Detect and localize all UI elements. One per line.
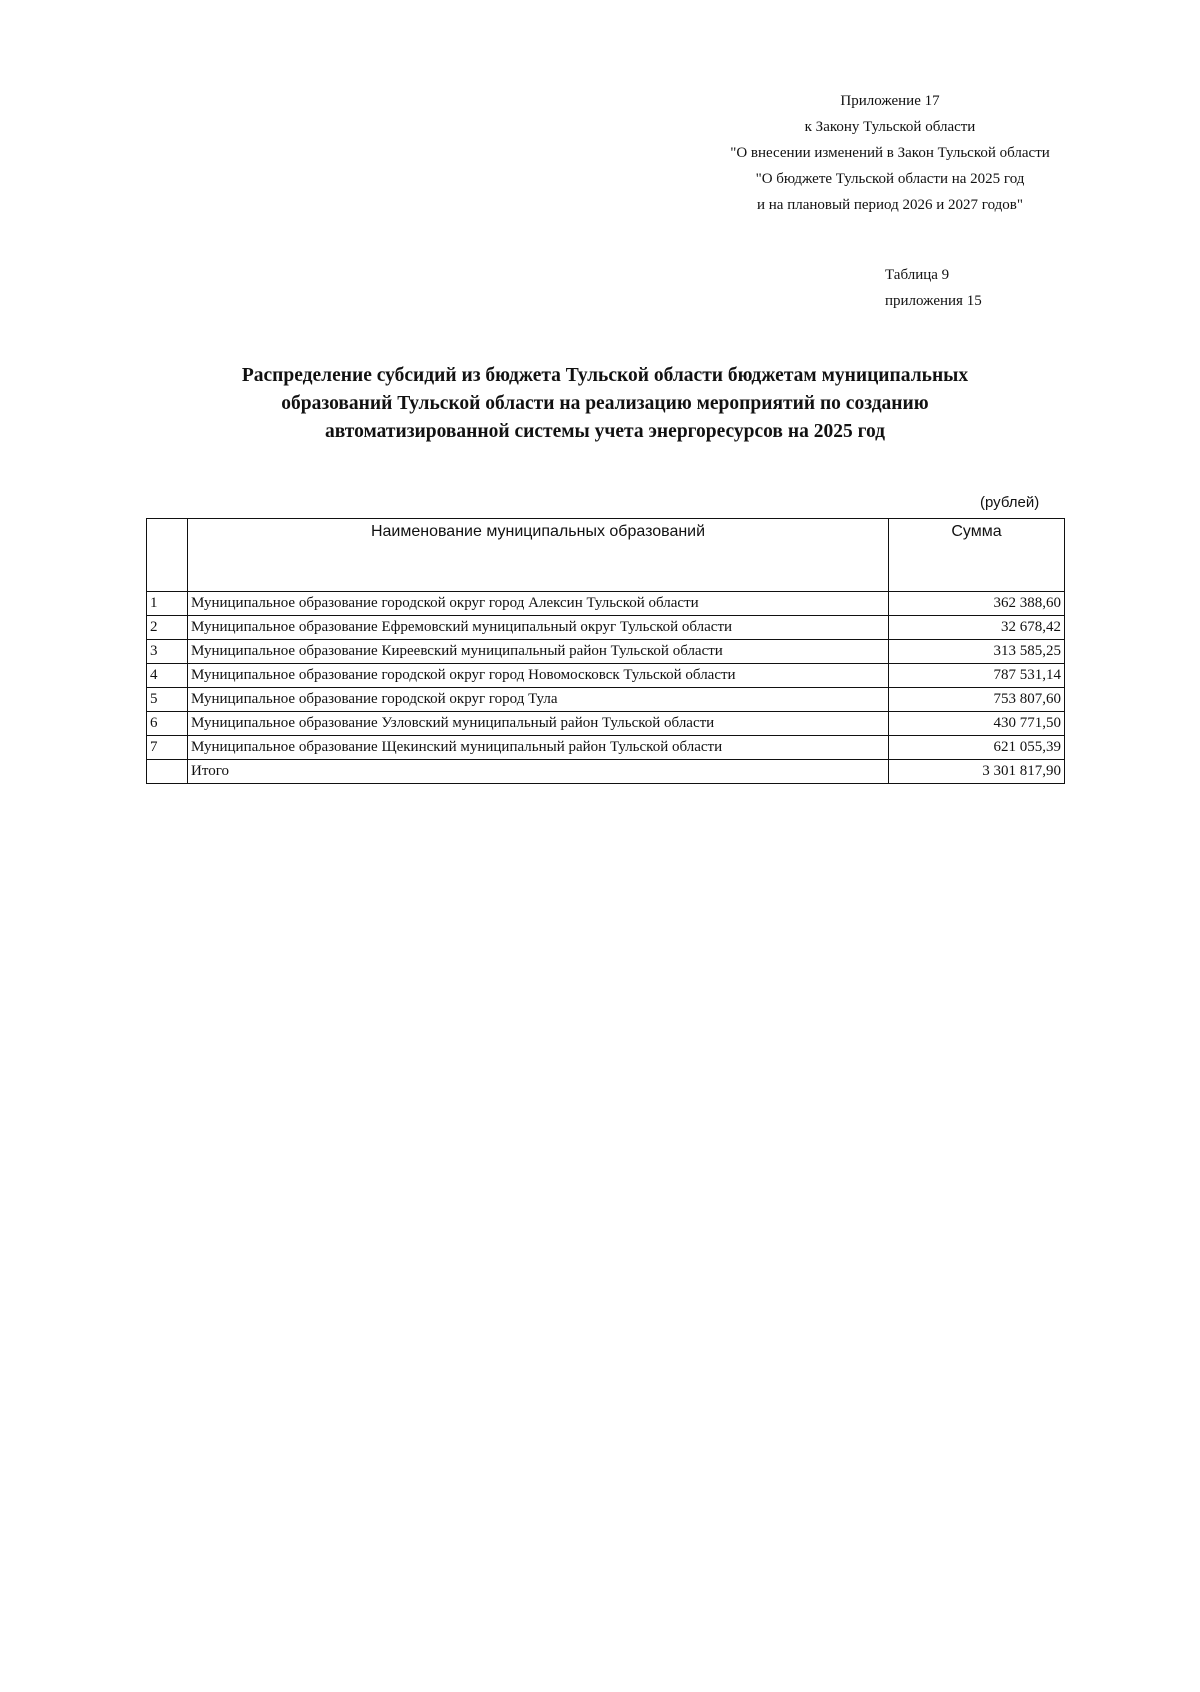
subsidy-amount: 621 055,39 — [889, 736, 1065, 760]
municipality-name: Муниципальное образование Ефремовский муниципальный округ Тульской области — [188, 616, 889, 640]
subsidy-amount: 32 678,42 — [889, 616, 1065, 640]
table-row — [147, 736, 1065, 760]
municipality-name: Муниципальное образование городской округ город Алексин Тульской области — [188, 592, 889, 616]
row-number: 1 — [147, 592, 188, 616]
row-number: 2 — [147, 616, 188, 640]
law-reference: к Закону Тульской области — [804, 119, 976, 135]
table-row — [147, 664, 1065, 688]
law-title-line-2: "О бюджете Тульской области на 2025 год — [755, 171, 1025, 187]
table-row — [147, 640, 1065, 664]
row-number: 6 — [147, 712, 188, 736]
table-row — [147, 592, 1065, 616]
total-row — [147, 760, 1065, 784]
table-row — [147, 688, 1065, 712]
table-header-row — [147, 519, 1065, 592]
units-label: (рублей) — [980, 494, 1040, 511]
table-row — [147, 616, 1065, 640]
table-row — [147, 712, 1065, 736]
column-header-number — [147, 519, 188, 592]
municipality-name: Муниципальное образование городской округ город Тула — [188, 688, 889, 712]
column-header-sum: Сумма — [889, 519, 1065, 592]
title-line-1: Распределение субсидий из бюджета Тульской области бюджетам муниципальных — [241, 365, 969, 386]
row-number: 7 — [147, 736, 188, 760]
subsidy-amount: 787 531,14 — [889, 664, 1065, 688]
row-number: 5 — [147, 688, 188, 712]
total-number — [147, 760, 188, 784]
document-title — [130, 362, 1080, 446]
municipality-name: Муниципальное образование Узловский муниципальный район Тульской области — [188, 712, 889, 736]
table-number: Таблица 9 — [885, 267, 950, 283]
municipality-name: Муниципальное образование городской округ город Новомосковск Тульской области — [188, 664, 889, 688]
title-line-2: образований Тульской области на реализацию мероприятий по созданию — [281, 393, 929, 414]
row-number: 3 — [147, 640, 188, 664]
row-number: 4 — [147, 664, 188, 688]
subsidy-amount: 313 585,25 — [889, 640, 1065, 664]
table-appendix-number: приложения 15 — [885, 293, 982, 309]
subsidy-amount: 753 807,60 — [889, 688, 1065, 712]
table-reference — [885, 262, 982, 314]
total-label: Итого — [188, 760, 889, 784]
municipality-name: Муниципальное образование Киреевский муниципальный район Тульской области — [188, 640, 889, 664]
law-title-line-1: "О внесении изменений в Закон Тульской области — [730, 145, 1050, 161]
municipality-name: Муниципальное образование Щекинский муниципальный район Тульской области — [188, 736, 889, 760]
appendix-number: Приложение 17 — [840, 93, 940, 109]
table-body — [147, 592, 1065, 784]
column-header-name: Наименование муниципальных образований — [188, 519, 889, 592]
distribution-table — [146, 518, 1065, 784]
subsidy-amount: 430 771,50 — [889, 712, 1065, 736]
subsidy-amount: 362 388,60 — [889, 592, 1065, 616]
title-line-3: автоматизированной системы учета энергоресурсов на 2025 год — [325, 421, 885, 442]
law-title-line-3: и на плановый период 2026 и 2027 годов" — [757, 197, 1023, 213]
total-amount: 3 301 817,90 — [889, 760, 1065, 784]
appendix-header — [700, 88, 1080, 218]
